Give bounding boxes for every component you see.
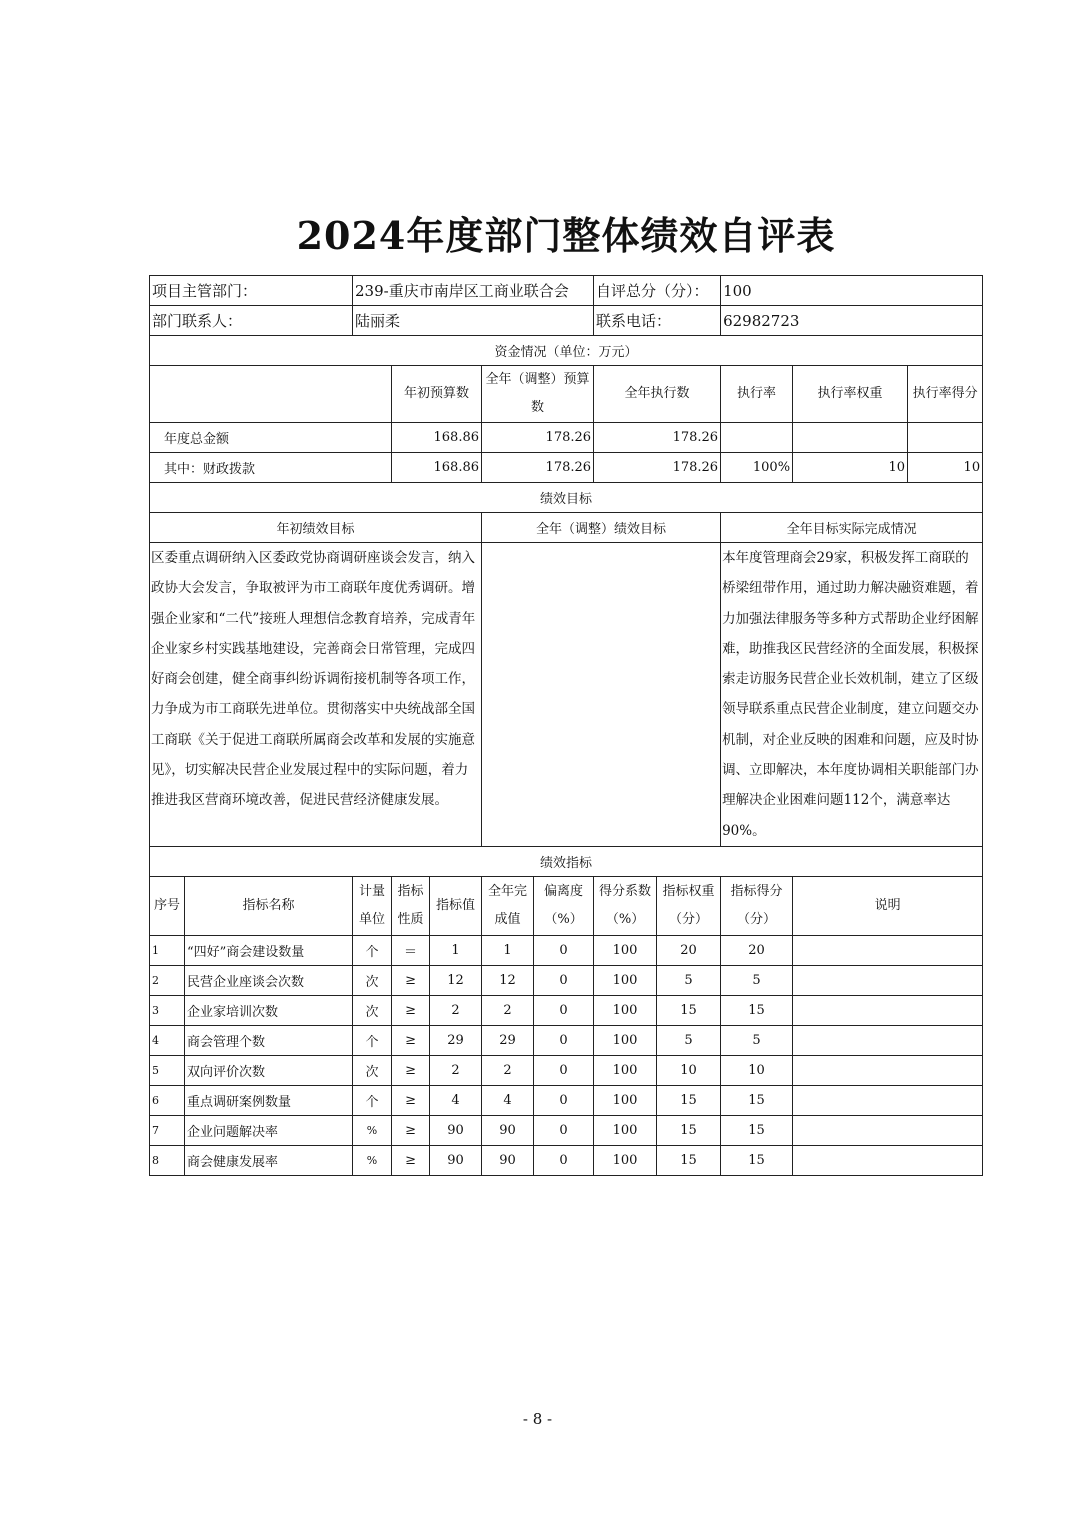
indicator-row — [150, 1025, 983, 1055]
page-title: 2024年度部门整体绩效自评表 — [296, 213, 836, 258]
indicator-cell: 20 — [657, 935, 721, 965]
dept-value: 239-重庆市南岸区工商业联合会 — [353, 276, 594, 306]
indicator-row — [150, 995, 983, 1025]
funds-header: 执行率 — [721, 366, 793, 423]
indicator-cell: 20 — [721, 935, 793, 965]
funds-row: 其中：财政拨款 168.86 178.26 178.26 100% 10 10 — [150, 453, 983, 483]
indicator-cell: 100 — [594, 935, 657, 965]
indicator-cell: 次 — [353, 1055, 392, 1085]
indicator-cell: 15 — [721, 995, 793, 1025]
indicator-cell: % — [353, 1115, 392, 1145]
indicator-cell: 29 — [430, 1025, 482, 1055]
indicator-cell: ≥ — [392, 1055, 430, 1085]
indicator-cell: 10 — [721, 1055, 793, 1085]
indicator-cell: % — [353, 1145, 392, 1175]
indicator-cell: ≥ — [392, 1085, 430, 1115]
indicator-cell: 0 — [534, 1115, 594, 1145]
score-label: 自评总分（分）： — [594, 276, 721, 306]
adjusted-goal-text — [482, 543, 721, 847]
info-row-dept — [150, 276, 983, 306]
indicator-header: 全年完成值 — [482, 876, 534, 935]
contact-value: 陆丽柔 — [353, 306, 594, 336]
phone-label: 联系电话： — [594, 306, 721, 336]
indicator-cell: 5 — [150, 1055, 185, 1085]
indicator-header: 指标得分（分） — [721, 876, 793, 935]
initial-goal-text: 区委重点调研纳入区委政党协商调研座谈会发言，纳入政协大会发言，争取被评为市工商联年度优秀调研。增强企业家和“二代”接班人理想信念教育培养，完成青年企业家乡村实践基地建设，完善商会日常管理，完成四好商会创建，健全商事纠纷诉调衔接机制等各项工作，力争成为市工商联先进单位。贯彻落实中央统战部全国工商联《关于促进工商联所属商会改革和发展的实施意见》，切实解决民营企业发展过程中的实际问题，着力推进我区营商环境改善，促进民营经济健康发展。 — [150, 543, 482, 847]
indicator-cell: 4 — [482, 1085, 534, 1115]
indicator-cell: 民营企业座谈会次数 — [185, 965, 353, 995]
indicator-cell: 商会健康发展率 — [185, 1145, 353, 1175]
info-row-contact — [150, 306, 983, 336]
indicator-cell: 0 — [534, 995, 594, 1025]
indicator-cell: 100 — [594, 1055, 657, 1085]
indicator-cell: “四好”商会建设数量 — [185, 935, 353, 965]
indicators-section-title: 绩效指标 — [150, 846, 983, 876]
funds-header: 全年执行数 — [594, 366, 721, 423]
indicator-cell: 4 — [430, 1085, 482, 1115]
funds-header: 执行率得分 — [908, 366, 983, 423]
indicator-cell: 1 — [482, 935, 534, 965]
indicator-cell: 29 — [482, 1025, 534, 1055]
indicator-cell: 0 — [534, 935, 594, 965]
indicator-cell: ≥ — [392, 1025, 430, 1055]
indicator-row — [150, 935, 983, 965]
indicator-cell: 2 — [430, 995, 482, 1025]
indicator-row — [150, 1115, 983, 1145]
indicator-cell: 5 — [721, 965, 793, 995]
funds-header-row — [150, 366, 983, 423]
indicator-cell: 15 — [657, 1145, 721, 1175]
indicator-cell — [793, 965, 983, 995]
indicator-cell: 4 — [150, 1025, 185, 1055]
funds-row: 年度总金额 168.86 178.26 178.26 — [150, 423, 983, 453]
funds-header: 年初预算数 — [392, 366, 482, 423]
indicator-cell: ≥ — [392, 1115, 430, 1145]
goals-header-row: 年初绩效目标 全年（调整）绩效目标 全年目标实际完成情况 — [150, 513, 983, 543]
indicator-cell: 2 — [150, 965, 185, 995]
indicator-cell: 0 — [534, 1055, 594, 1085]
indicator-cell — [793, 1085, 983, 1115]
indicator-cell: 双向评价次数 — [185, 1055, 353, 1085]
indicator-cell: 8 — [150, 1145, 185, 1175]
indicator-cell: 15 — [721, 1145, 793, 1175]
performance-table — [149, 275, 983, 1176]
indicator-cell: 100 — [594, 965, 657, 995]
indicator-header: 指标值 — [430, 876, 482, 935]
indicator-cell: 12 — [482, 965, 534, 995]
indicator-row — [150, 965, 983, 995]
indicator-cell: 15 — [721, 1115, 793, 1145]
indicator-row — [150, 1085, 983, 1115]
indicators-header-row — [150, 876, 983, 935]
goals-section-title: 绩效目标 — [150, 483, 983, 513]
indicator-header: 指标性质 — [392, 876, 430, 935]
indicator-cell: 15 — [657, 1115, 721, 1145]
indicator-cell: 0 — [534, 1025, 594, 1055]
indicator-cell: 0 — [534, 1145, 594, 1175]
indicator-cell: 企业问题解决率 — [185, 1115, 353, 1145]
funds-section-title: 资金情况（单位：万元） — [150, 336, 983, 366]
indicator-header: 指标权重（分） — [657, 876, 721, 935]
indicator-cell: 次 — [353, 995, 392, 1025]
indicator-row — [150, 1055, 983, 1085]
indicator-cell: 2 — [482, 995, 534, 1025]
indicator-cell: 90 — [430, 1115, 482, 1145]
indicator-header: 偏离度（%） — [534, 876, 594, 935]
indicator-cell: ＝ — [392, 935, 430, 965]
indicator-cell: 企业家培训次数 — [185, 995, 353, 1025]
indicator-header: 说明 — [793, 876, 983, 935]
indicator-header: 计量单位 — [353, 876, 392, 935]
indicator-cell: 1 — [430, 935, 482, 965]
indicator-cell — [793, 1145, 983, 1175]
indicator-cell: 2 — [482, 1055, 534, 1085]
indicator-cell: 90 — [482, 1115, 534, 1145]
indicator-cell: ≥ — [392, 995, 430, 1025]
indicator-cell: 2 — [430, 1055, 482, 1085]
actual-completion-text: 本年度管理商会29家，积极发挥工商联的桥梁纽带作用，通过助力解决融资难题，着力加强法律服务等多种方式帮助企业纾困解难，助推我区民营经济的全面发展，积极探索走访服务民营企业长效机制，建立了区级领导联系重点民营企业制度，建立问题交办机制，对企业反映的困难和问题，应及时协调、立即解决，本年度协调相关职能部门办理解决企业困难问题112个，满意率达90%。 — [721, 543, 983, 847]
indicator-cell: 5 — [721, 1025, 793, 1055]
indicator-cell: ≥ — [392, 1145, 430, 1175]
indicator-cell: 7 — [150, 1115, 185, 1145]
indicator-cell: 1 — [150, 935, 185, 965]
indicator-cell — [793, 935, 983, 965]
indicator-cell: 90 — [482, 1145, 534, 1175]
indicator-cell — [793, 1025, 983, 1055]
indicator-cell: 0 — [534, 965, 594, 995]
dept-label: 项目主管部门： — [150, 276, 353, 306]
indicator-cell: 5 — [657, 965, 721, 995]
phone-value: 62982723 — [721, 306, 983, 336]
indicator-cell: 10 — [657, 1055, 721, 1085]
indicator-cell: 次 — [353, 965, 392, 995]
indicator-cell: ≥ — [392, 965, 430, 995]
indicator-cell: 100 — [594, 1025, 657, 1055]
goals-content-row — [150, 543, 983, 847]
indicator-cell: 个 — [353, 935, 392, 965]
contact-label: 部门联系人： — [150, 306, 353, 336]
indicator-row — [150, 1145, 983, 1175]
indicator-cell: 15 — [657, 1085, 721, 1115]
indicator-cell: 100 — [594, 995, 657, 1025]
indicator-cell: 个 — [353, 1025, 392, 1055]
indicator-cell: 100 — [594, 1145, 657, 1175]
indicator-header: 指标名称 — [185, 876, 353, 935]
indicator-cell: 100 — [594, 1115, 657, 1145]
indicator-cell — [793, 1055, 983, 1085]
funds-header: 全年（调整）预算数 — [482, 366, 594, 423]
indicator-cell: 100 — [594, 1085, 657, 1115]
indicator-cell — [793, 1115, 983, 1145]
indicator-cell: 15 — [657, 995, 721, 1025]
indicator-cell: 商会管理个数 — [185, 1025, 353, 1055]
indicator-cell: 个 — [353, 1085, 392, 1115]
indicator-cell: 3 — [150, 995, 185, 1025]
indicator-cell: 重点调研案例数量 — [185, 1085, 353, 1115]
indicator-cell: 12 — [430, 965, 482, 995]
score-value: 100 — [721, 276, 983, 306]
funds-header: 执行率权重 — [793, 366, 908, 423]
indicator-cell: 15 — [721, 1085, 793, 1115]
page-number: - 8 - — [522, 1410, 553, 1428]
indicator-header: 得分系数（%） — [594, 876, 657, 935]
indicator-cell: 6 — [150, 1085, 185, 1115]
indicator-cell: 0 — [534, 1085, 594, 1115]
indicator-cell: 90 — [430, 1145, 482, 1175]
indicator-cell — [793, 995, 983, 1025]
indicator-header: 序号 — [150, 876, 185, 935]
indicator-cell: 5 — [657, 1025, 721, 1055]
